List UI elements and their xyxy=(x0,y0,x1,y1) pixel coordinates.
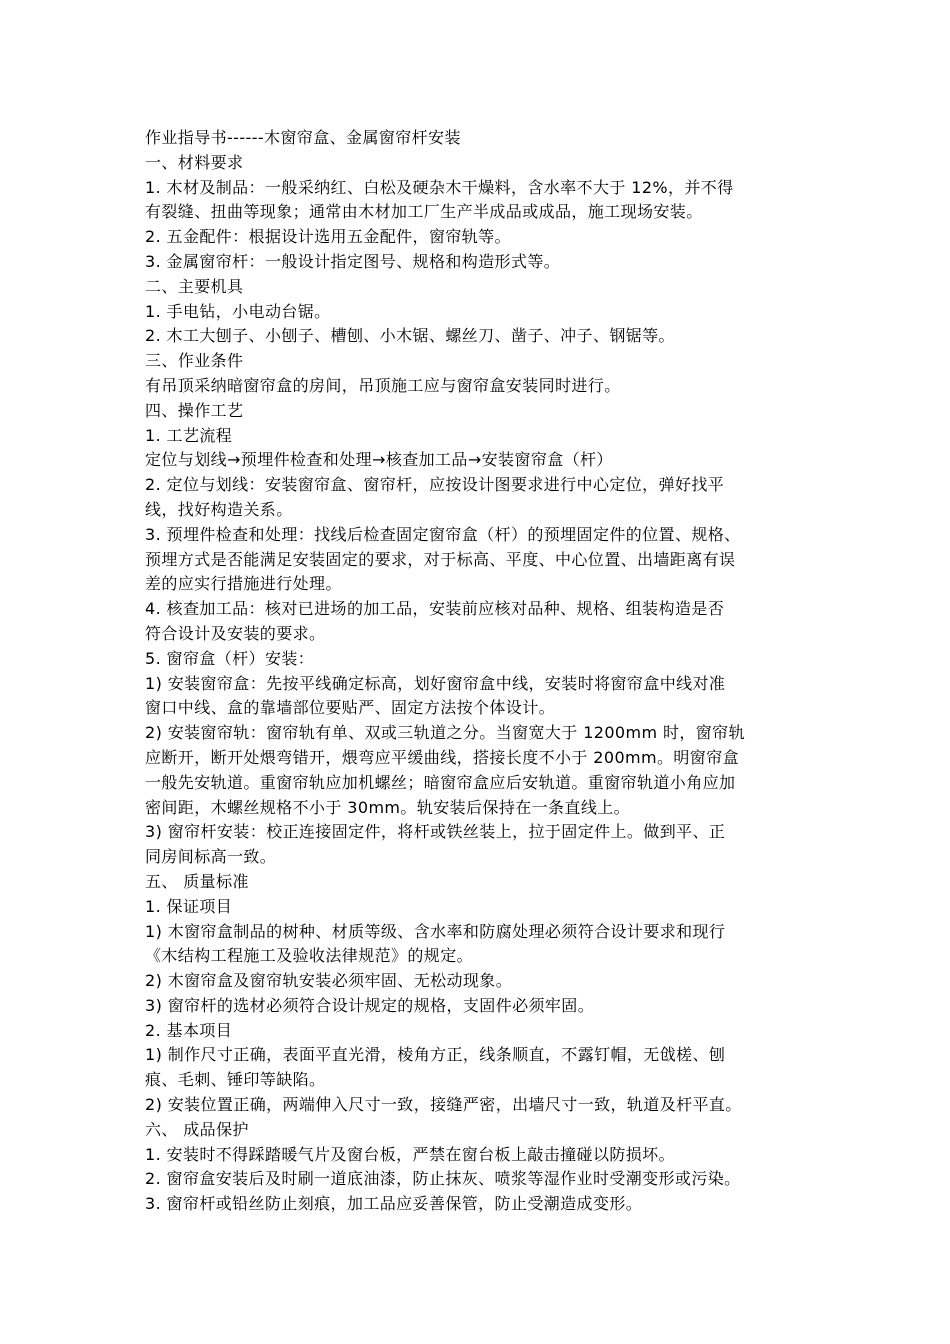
text-line: 1) 木窗帘盒制品的树种、材质等级、含水率和防腐处理必须符合设计要求和现行 xyxy=(145,921,726,941)
text-line: 同房间标高一致。 xyxy=(145,847,277,867)
text-line: 2) 安装窗帘轨：窗帘轨有单、双或三轨道之分。当窗宽大于 1200mm 时，窗帘轨 xyxy=(145,723,745,743)
text-line: 三、作业条件 xyxy=(145,351,244,371)
text-line: 二、主要机具 xyxy=(145,276,244,296)
text-line: 作业指导书------木窗帘盒、金属窗帘杆安装 xyxy=(145,128,461,147)
text-line: 密间距，木螺丝规格不小于 30mm。轨安装后保持在一条直线上。 xyxy=(145,797,631,817)
text-line: 5. 窗帘盒（杆）安装： xyxy=(145,648,315,668)
text-line: 3. 金属窗帘杆：一般设计指定图号、规格和构造形式等。 xyxy=(145,251,561,271)
text-line: 符合设计及安装的要求。 xyxy=(145,623,326,643)
text-line: 有吊顶采纳暗窗帘盒的房间，吊顶施工应与窗帘盒安装同时进行。 xyxy=(145,375,621,395)
text-line: 3. 窗帘杆或铅丝防止刻痕，加工品应妥善保管，防止受潮造成变形。 xyxy=(145,1194,643,1214)
text-line: 有裂缝、扭曲等现象；通常由木材加工厂生产半成品或成品，施工现场安装。 xyxy=(145,202,703,222)
text-line: 2) 安装位置正确，两端伸入尺寸一致，接缝严密，出墙尺寸一致，轨道及杆平直。 xyxy=(145,1095,742,1115)
text-line: 3) 窗帘杆的选材必须符合设计规定的规格，支固件必须牢固。 xyxy=(145,995,595,1015)
text-line: 预埋方式是否能满足安装固定的要求，对于标高、平度、中心位置、出墙距离有误 xyxy=(145,549,736,569)
text-line: 1. 保证项目 xyxy=(145,896,233,916)
text-line: 《木结构工程施工及验收法律规范》的规定。 xyxy=(145,946,474,966)
text-line: 线，找好构造关系。 xyxy=(145,499,293,519)
text-line: 四、操作工艺 xyxy=(145,400,244,420)
text-line: 差的应实行措施进行处理。 xyxy=(145,574,342,594)
text-line: 1. 木材及制品：一般采纳红、白松及硬杂木干燥料，含水率不大于 12%，并不得 xyxy=(145,177,734,197)
text-line: 1. 工艺流程 xyxy=(145,425,233,445)
text-line: 一、材料要求 xyxy=(145,152,244,172)
text-line: 痕、毛刺、锤印等缺陷。 xyxy=(145,1070,326,1090)
text-line: 应断开，断开处煨弯错开，煨弯应平缓曲线，搭接长度不小于 200mm。明窗帘盒 xyxy=(145,747,739,767)
text-line: 2. 窗帘盒安装后及时刷一道底油漆，防止抹灰、喷浆等湿作业时受潮变形或污染。 xyxy=(145,1169,741,1189)
text-line: 六、 成品保护 xyxy=(145,1119,249,1139)
text-line: 1) 制作尺寸正确，表面平直光滑，棱角方正，线条顺直，不露钉帽，无戗槎、刨 xyxy=(145,1045,726,1065)
text-line: 3) 窗帘杆安装：校正连接固定件，将杆或铁丝装上，拉于固定件上。做到平、正 xyxy=(145,822,726,842)
text-line: 2) 木窗帘盒及窗帘轨安装必须牢固、无松动现象。 xyxy=(145,971,513,991)
text-line: 五、 质量标准 xyxy=(145,871,249,891)
text-line: 1. 手电钻，小电动台锯。 xyxy=(145,301,331,321)
text-line: 4. 核查加工品：核对已进场的加工品，安装前应核对品种、规格、组装构造是否 xyxy=(145,599,725,619)
text-line: 3. 预埋件检查和处理：找线后检查固定窗帘盒（杆）的预埋固定件的位置、规格、 xyxy=(145,524,741,544)
text-line: 2. 定位与划线：安装窗帘盒、窗帘杆，应按设计图要求进行中心定位，弹好找平 xyxy=(145,475,725,495)
text-line: 2. 五金配件：根据设计选用五金配件，窗帘轨等。 xyxy=(145,227,511,247)
text-line: 2. 木工大刨子、小刨子、槽刨、小木锯、螺丝刀、凿子、冲子、钢锯等。 xyxy=(145,326,675,346)
text-line: 定位与划线→预埋件检查和处理→核查加工品→安装窗帘盒（杆） xyxy=(145,450,613,470)
text-line: 1) 安装窗帘盒：先按平线确定标高，划好窗帘盒中线，安装时将窗帘盒中线对准 xyxy=(145,673,726,693)
document-body xyxy=(145,126,810,1217)
text-line: 窗口中线、盒的靠墙部位要贴严、固定方法按个体设计。 xyxy=(145,698,556,718)
text-line: 一般先安轨道。重窗帘轨应加机螺丝；暗窗帘盒应后安轨道。重窗帘轨道小角应加 xyxy=(145,772,736,792)
text-line: 1. 安装时不得踩踏暖气片及窗台板，严禁在窗台板上敲击撞碰以防损坏。 xyxy=(145,1144,675,1164)
text-line: 2. 基本项目 xyxy=(145,1020,233,1040)
